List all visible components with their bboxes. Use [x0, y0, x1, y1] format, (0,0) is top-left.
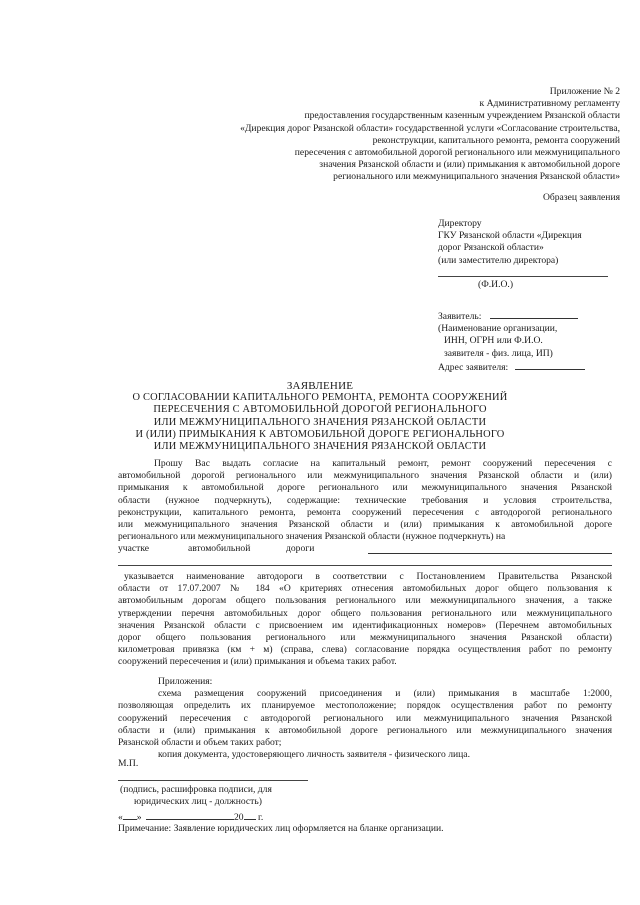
addressee-line: Директору: [438, 218, 482, 229]
date-close-quote: »: [136, 812, 142, 823]
year-prefix: 20: [234, 812, 244, 823]
day-blank: [123, 810, 137, 820]
appendix-line: реконструкции, капитального ремонта, ремонта сооружений: [372, 134, 620, 146]
applicant-address-label: Адрес заявителя:: [438, 361, 509, 373]
appendix-line: пересечения с автомобильной дорогой регионального или межмуниципального: [294, 147, 620, 159]
sample-label: Образец заявления: [542, 192, 620, 203]
applicant-block: [438, 309, 633, 374]
month-blank: [146, 810, 234, 820]
attachments-heading: Приложения:: [158, 676, 213, 687]
indicated-line: утверждении перечня автомобильных дорог общего пользования регионального или межмуниципального: [118, 607, 612, 619]
road-name-line: [118, 565, 612, 566]
address-blank: [515, 360, 585, 370]
appendix-line: «Дирекция дорог Рязанской области» государственной услуги «Согласование строительства,: [240, 122, 620, 134]
note: Примечание: Заявление юридических лиц оформляется на бланке организации.: [118, 823, 444, 834]
request-line: реконструкции, капитального ремонта, ремонта сооружений пересечения с автодорогой регионального: [118, 506, 612, 518]
fio-underline: [438, 276, 608, 277]
scheme-line: области и (или) примыкания к автомобильной дороге регионального или межмуниципального значения: [118, 724, 612, 736]
date-open-quote: «: [118, 812, 123, 823]
addressee-line: ГКУ Рязанской области «Дирекция: [438, 230, 582, 242]
signature-line: [118, 780, 308, 781]
applicant-address-row: [438, 360, 633, 374]
scheme-line: позволяющая определить их планируемое местоположение; порядок осуществления работ по ремонту: [118, 700, 612, 712]
indicated-line: сооружений пересечения и (или) примыкания и объема таких работ.: [118, 656, 397, 668]
appendix-line: значения Рязанской области и (или) примыкания к автомобильной дороге: [319, 159, 620, 171]
request-line: регионального или межмуниципального значения Рязанской области (нужное подчеркнуть) на: [118, 531, 506, 543]
applicant-blank: [490, 309, 578, 319]
request-line: области (нужное подчеркнуть), содержащие: технические требования и условия строительства,: [118, 494, 612, 506]
applicant-label: Заявитель:: [438, 311, 482, 322]
request-line: Прошу Вас выдать согласие на капитальный ремонт, ремонт сооружений пересечения с: [154, 458, 612, 469]
indicated-line: автомобильным дорогам общего пользования регионального или межмуниципального значения, а также: [118, 595, 612, 607]
applicant-hint: (Наименование организации,: [438, 323, 558, 335]
appendix-line: к Административному регламенту: [479, 98, 620, 110]
title-line: ИЛИ МЕЖМУНИЦИПАЛЬНОГО ЗНАЧЕНИЯ РЯЗАНСКОЙ ОБЛАСТИ: [153, 441, 487, 453]
section-word: автомобильной: [188, 543, 251, 555]
addressee-line: (или заместителю директора): [438, 254, 559, 266]
appendix-number: Приложение № 2: [549, 86, 620, 97]
indicated-line: указывается наименование автодороги в соответствии с Постановлением Правительства Рязанской: [124, 571, 612, 582]
request-paragraph: [118, 458, 612, 555]
indicated-line: дорог общего пользования регионального или межмуниципального значения Рязанской области): [118, 632, 612, 644]
title-line: О СОГЛАСОВАНИИ КАПИТАЛЬНОГО РЕМОНТА, РЕМОНТА СООРУЖЕНИЙ: [132, 392, 508, 404]
section-blank: [368, 544, 612, 554]
section-row: [118, 543, 612, 555]
scheme-line: схема размещения сооружений присоединения и (или) примыкания в масштабе 1:2000,: [158, 688, 612, 700]
signature-caption-line: юридических лиц - должность): [134, 796, 262, 808]
request-line: примыкания к автомобильной дороге регионального или межмуниципального значения Рязанской: [118, 482, 612, 494]
appendix-header: [180, 86, 620, 184]
title-line: ПЕРЕСЕЧЕНИЯ С АВТОМОБИЛЬНОЙ ДОРОГОЙ РЕГИОНАЛЬНОГО: [153, 404, 487, 416]
title-line: И (ИЛИ) ПРИМЫКАНИЯ К АВТОМОБИЛЬНОЙ ДОРОГЕ РЕГИОНАЛЬНОГО: [135, 428, 505, 440]
attachments-section: [118, 676, 612, 761]
request-line: автомобильной дорогой регионального или межмуниципального значения Рязанской области и (или): [118, 470, 612, 482]
indicated-line: области от 17.07.2007 № 184 «О критериях отнесения автомобильных дорог общего пользования к: [118, 583, 612, 595]
addressee-block: [438, 218, 628, 267]
appendix-line: регионального или межмуниципального значения Рязанской области»: [333, 171, 620, 183]
appendix-line: предоставления государственным казенным учреждением Рязанской области: [304, 110, 620, 122]
indicated-line: километровая привязка (км + м) (справа, слева) согласование порядка осуществления работ по ремонту: [118, 644, 612, 656]
scheme-line: сооружений пересечения с автодорогой регионального или межмуниципального значения Рязанской: [118, 712, 612, 724]
title-line: ИЛИ МЕЖМУНИЦИПАЛЬНОГО ЗНАЧЕНИЯ РЯЗАНСКОЙ ОБЛАСТИ: [153, 416, 487, 428]
scheme-line: Рязанской области и объем таких работ;: [118, 737, 282, 749]
signature-caption-line: (подпись, расшифровка подписи, для: [120, 784, 272, 795]
document-title: [110, 380, 530, 453]
copy-line: копия документа, удостоверяющего личность заявителя - физического лица.: [158, 749, 470, 761]
year-unit: г.: [258, 812, 264, 823]
indicated-line: значения Рязанской области с присвоением им идентификационных номеров» (Перечнем автомобильных: [118, 619, 612, 631]
fio-label: (Ф.И.О.): [478, 279, 514, 290]
applicant-hint: заявителя - физ. лица, ИП): [444, 347, 553, 359]
stamp-label: М.П.: [118, 758, 139, 769]
request-line: или межмуниципального значения Рязанской области и (или) примыкания к автомобильной дороге: [118, 519, 612, 531]
indicated-paragraph: [118, 571, 612, 669]
section-word: участке: [118, 543, 150, 555]
applicant-hint: ИНН, ОГРН или Ф.И.О.: [444, 335, 543, 347]
applicant-label-row: [438, 309, 633, 323]
section-word: дороги: [286, 543, 315, 555]
title-heading: ЗАЯВЛЕНИЕ: [286, 380, 354, 392]
year-blank: [244, 810, 256, 820]
signature-caption: [120, 784, 320, 808]
addressee-line: дорог Рязанской области»: [438, 242, 544, 254]
